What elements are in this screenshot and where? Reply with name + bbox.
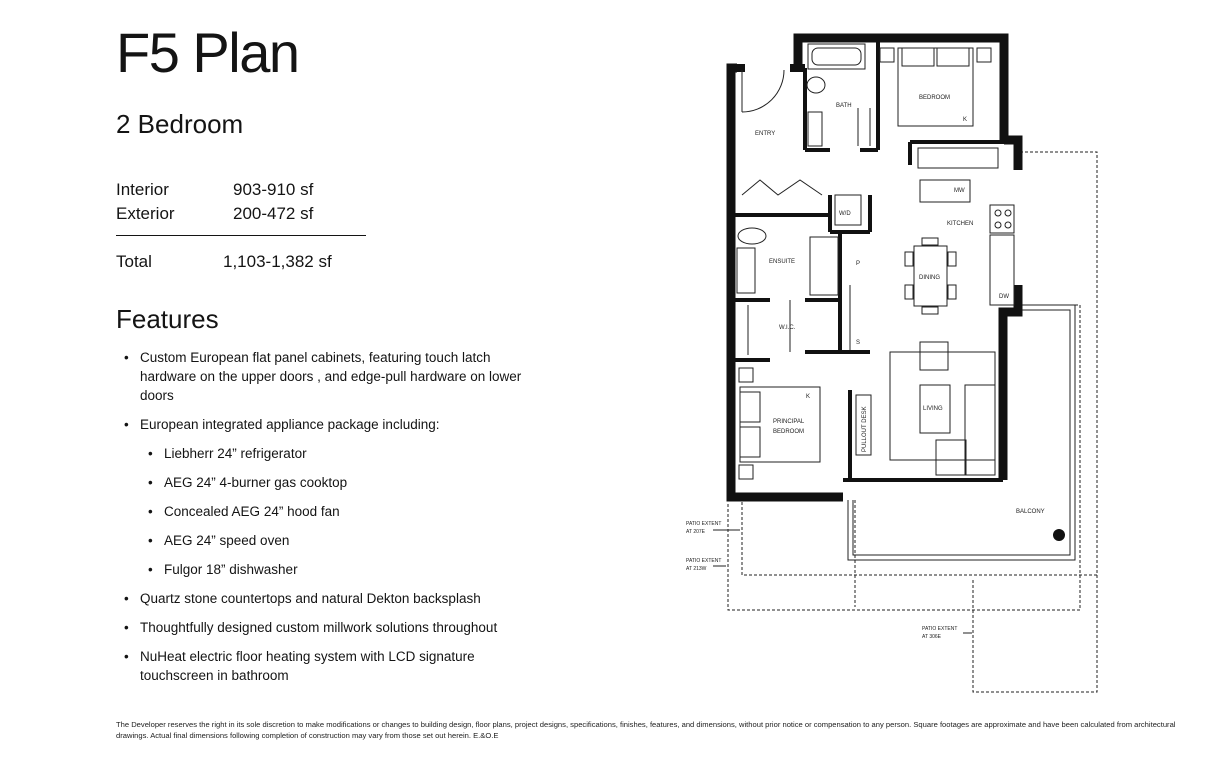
floor-plan bbox=[668, 20, 1108, 700]
feature-text: Liebherr 24” refrigerator bbox=[164, 446, 307, 461]
feature-item bbox=[124, 348, 544, 405]
plan-subtitle: 2 Bedroom bbox=[116, 109, 244, 139]
room-label-bedroom: BEDROOM bbox=[919, 95, 951, 101]
room-label-wd: W/D bbox=[839, 211, 851, 217]
room-label-p: P bbox=[856, 261, 861, 267]
feature-subitem bbox=[148, 473, 544, 492]
room-label-principal-bedroom: BEDROOM bbox=[773, 429, 805, 435]
feature-text: NuHeat electric floor heating system with LCD signature touchscreen in bathroom bbox=[140, 649, 475, 683]
entry-door bbox=[742, 70, 784, 112]
patio-note-3-line1: PATIO EXTENT bbox=[922, 626, 958, 632]
balcony-outline bbox=[848, 305, 1075, 560]
room-label-entry: ENTRY bbox=[755, 131, 776, 137]
room-label-k2: K bbox=[806, 394, 811, 400]
feature-item bbox=[124, 618, 544, 637]
feature-subitem bbox=[148, 444, 544, 463]
area-value: 903-910 sf bbox=[233, 180, 314, 199]
feature-text: Custom European flat panel cabinets, featuring touch latch hardware on the upper doors , and edge-pull hardware on lower doors bbox=[140, 350, 522, 403]
bedroom-bed bbox=[880, 48, 991, 126]
feature-subitem bbox=[148, 531, 544, 550]
legal-disclaimer: The Developer reserves the right in its sole discretion to make modifications or changes to building design, floor plans, project designs, specifications, finishes, features, and dimensions, without prior notice or compensation to any person. Square footages are approximate and have been calculated from architectural drawings. Actual final dimensions following completion of construction may vary from those set out herein. E.&O.E bbox=[116, 720, 1176, 740]
balcony-drain bbox=[1053, 529, 1065, 541]
room-label-wic: W.I.C. bbox=[779, 325, 796, 331]
total-label: Total bbox=[116, 252, 152, 271]
bullet: • bbox=[124, 417, 129, 432]
room-label-ensuite: ENSUITE bbox=[769, 259, 796, 265]
patio-note-2-line1: PATIO EXTENT bbox=[686, 558, 722, 564]
room-label-dining: DINING bbox=[919, 275, 940, 281]
room-label-living: LIVING bbox=[923, 406, 943, 412]
area-row-exterior bbox=[116, 202, 366, 226]
area-row-total bbox=[116, 250, 366, 274]
closet-doors bbox=[742, 180, 822, 195]
area-label: Exterior bbox=[116, 204, 175, 223]
bullet: • bbox=[148, 533, 153, 548]
bullet: • bbox=[124, 350, 129, 365]
bullet: • bbox=[124, 649, 129, 664]
feature-text: AEG 24” 4-burner gas cooktop bbox=[164, 475, 348, 490]
patio-note-1-line2: AT 207E bbox=[686, 529, 705, 535]
features-heading: Features bbox=[116, 304, 219, 334]
area-table bbox=[116, 178, 366, 226]
room-label-s: S bbox=[856, 340, 861, 346]
area-value: 200-472 sf bbox=[233, 204, 314, 223]
bullet: • bbox=[124, 591, 129, 606]
feature-item bbox=[124, 589, 544, 608]
bullet: • bbox=[148, 475, 153, 490]
plan-title: F5 Plan bbox=[116, 21, 299, 84]
feature-item bbox=[124, 415, 544, 434]
room-label-k: K bbox=[963, 117, 968, 123]
feature-text: AEG 24” speed oven bbox=[164, 533, 290, 548]
feature-text: European integrated appliance package including: bbox=[140, 417, 440, 432]
room-label-dw: DW bbox=[999, 294, 1009, 300]
room-label-principal: PRINCIPAL bbox=[773, 419, 805, 425]
patio-note-1-line1: PATIO EXTENT bbox=[686, 521, 722, 527]
patio-note-pointers bbox=[713, 530, 972, 633]
room-label-balcony: BALCONY bbox=[1016, 509, 1045, 515]
room-label-pullout: PULLOUT DESK bbox=[862, 406, 868, 452]
room-label-mw: MW bbox=[954, 188, 965, 194]
bullet: • bbox=[148, 562, 153, 577]
feature-list bbox=[124, 348, 544, 685]
patio-note-2-line2: AT 213W bbox=[686, 566, 707, 572]
area-row-interior bbox=[116, 178, 366, 202]
bullet: • bbox=[148, 504, 153, 519]
patio-note-3-line2: AT 306E bbox=[922, 634, 941, 640]
bullet: • bbox=[148, 446, 153, 461]
kitchen-counter bbox=[835, 148, 1014, 305]
feature-text: Thoughtfully designed custom millwork solutions throughout bbox=[140, 620, 498, 635]
bullet: • bbox=[124, 620, 129, 635]
feature-text: Concealed AEG 24” hood fan bbox=[164, 504, 340, 519]
area-label: Interior bbox=[116, 180, 169, 199]
feature-subitem bbox=[148, 502, 544, 521]
feature-text: Quartz stone countertops and natural Dekton backsplash bbox=[140, 591, 481, 606]
area-divider bbox=[116, 235, 366, 236]
feature-item bbox=[124, 647, 544, 685]
feature-subitem bbox=[148, 560, 544, 579]
feature-text: Fulgor 18” dishwasher bbox=[164, 562, 298, 577]
room-label-kitchen: KITCHEN bbox=[947, 221, 974, 227]
room-label-bath: BATH bbox=[836, 103, 852, 109]
total-value: 1,103-1,382 sf bbox=[223, 252, 332, 271]
